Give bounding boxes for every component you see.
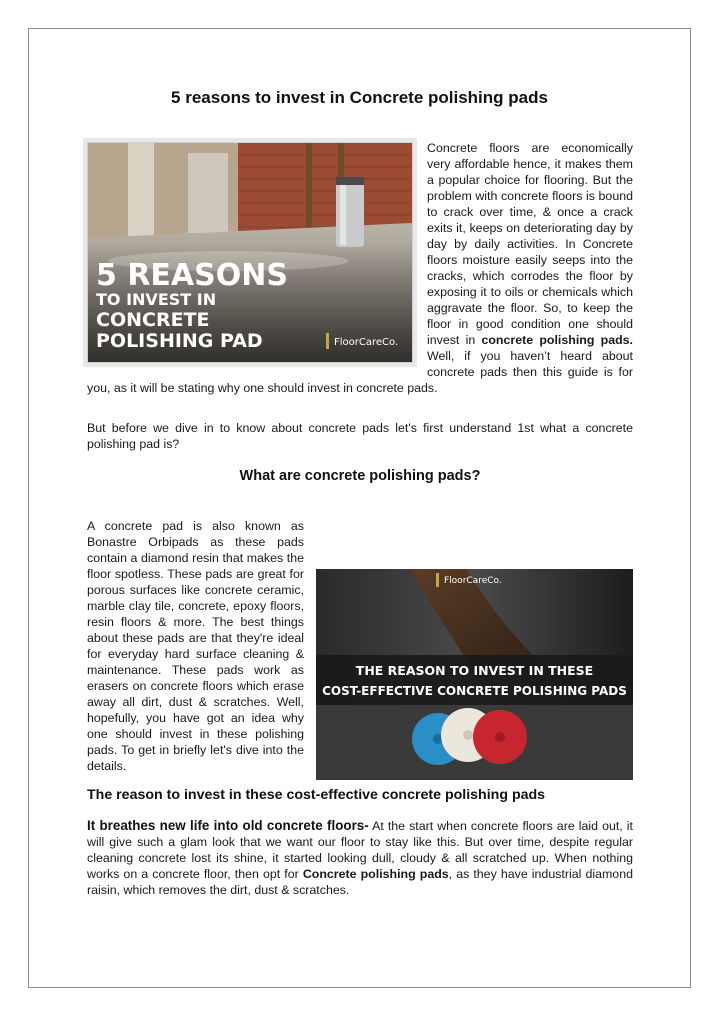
reason-to-invest-graphic (316, 569, 633, 780)
intro-section (87, 140, 633, 396)
paragraph-4-lead: It breathes new life into old concrete floors- (87, 818, 369, 833)
reasons-banner-image (87, 142, 413, 363)
paragraph-4-keyword: Concrete polishing pads (302, 867, 449, 881)
image2-brand: FloorCareCo. (444, 576, 502, 586)
paragraph-4-text-before: At the start when concrete floors are laid out, it will give such a glam look that we want our floor to stay like this. But over time, despite regular cleaning concrete lost its shine, it started looking dull, cloudy & all scratched up. When nothing works on a concrete floor, then opt for (87, 819, 633, 881)
intro-text-after: Well, if you haven’t heard about concrete pads then this guide is for you, as it will be stating why one should invest in concrete pads. (87, 349, 633, 395)
image2-line-2: COST-EFFECTIVE CONCRETE POLISHING PADS (322, 684, 627, 698)
banner-line-3: CONCRETE (96, 309, 210, 331)
heading-what-are-pads: What are concrete polishing pads? (239, 468, 481, 484)
banner-line-4: POLISHING PAD (96, 330, 263, 352)
image2-line-1: THE REASON TO INVEST IN THESE (355, 663, 594, 678)
paragraph-2: But before we dive in to know about concrete pads let's first understand 1st what a concrete polishing pad is? (87, 421, 633, 451)
intro-keyword: concrete polishing pads. (481, 333, 633, 347)
section-2 (87, 518, 633, 898)
heading-reason-to-invest: The reason to invest in these cost-effective concrete polishing pads (87, 787, 546, 803)
intro-text-before: Concrete floors are economically very affordable hence, it makes them a popular choice for flooring. But the problem with concrete floors is bound to crack over time, & once a crack exits it, keeps on deteriorating day by day by daily activities. In Concrete floors moisture easily seeps into the cracks, which corrodes the floor by exposing it to oils or chemicals which aggravate the floor. So, to keep the floor in good condition one should invest in (427, 141, 633, 347)
banner-brand: FloorCareCo. (334, 337, 399, 348)
banner-line-1: 5 REASONS (96, 258, 288, 293)
document-title: 5 reasons to invest in Concrete polishing pads (171, 88, 548, 107)
section-2-paragraph: A concrete pad is also known as Bonastre Orbipads as these pads contain a diamond resin that makes the floor spotless. These pads are great for porous surfaces like concrete ceramic, marble clay tile, concrete, epoxy floors, resin floors & more. The best things about these pads are that they're ideal for everyday hard surface cleaning & maintenance. These pads work as erasers on concrete floors which erase away all dirt, dust & scratches. Well, hopefully, you have got an idea why one should invest in these polishing pads. To get in briefly let's dive into the details. (87, 519, 304, 773)
reasons-banner-graphic (88, 143, 412, 362)
paragraph-4 (87, 818, 633, 898)
banner-line-2: TO INVEST IN (96, 290, 217, 309)
reason-to-invest-image (316, 569, 633, 780)
paragraph-4-text-after: , as they have industrial diamond raisin, which removes the dirt, dust & scratches. (87, 867, 633, 897)
